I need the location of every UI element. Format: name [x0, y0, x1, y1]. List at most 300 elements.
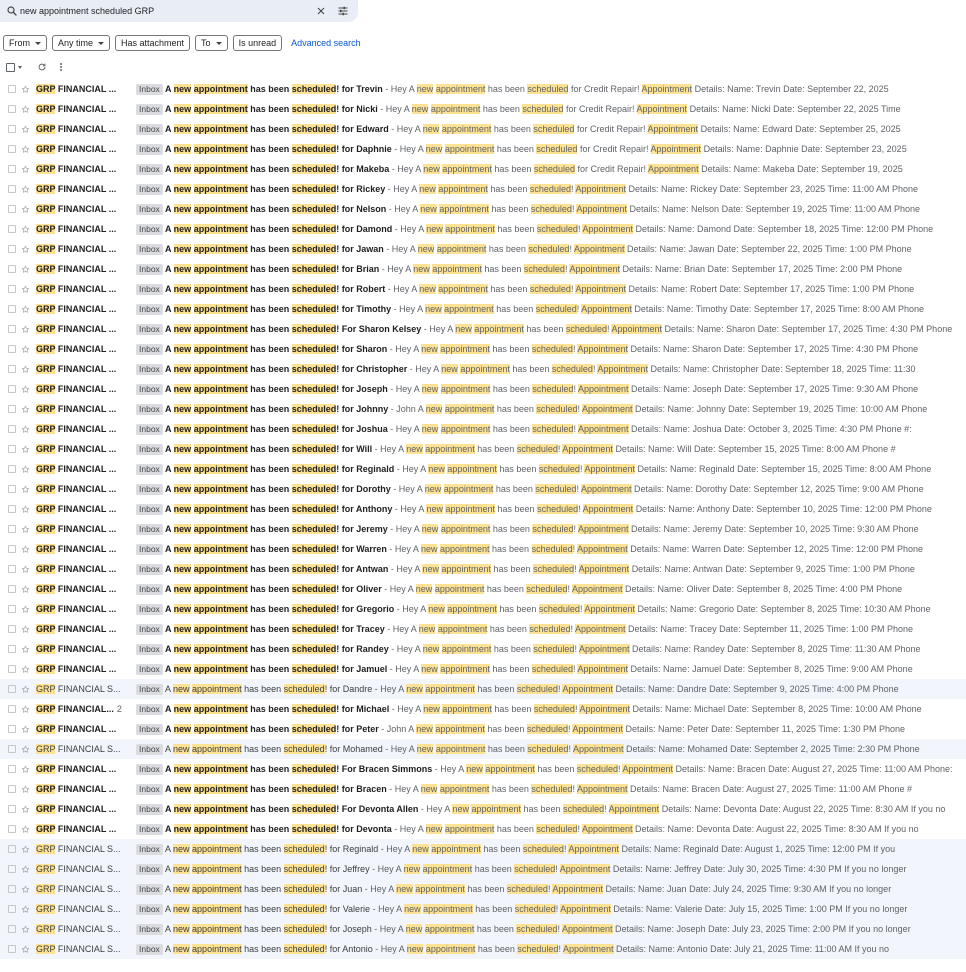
email-subject: A new appointment has been scheduled! for Reginald [165, 844, 379, 854]
subject-name: Joseph [342, 924, 372, 934]
email-row[interactable] [0, 139, 966, 159]
inbox-label: Inbox [136, 184, 163, 195]
row-checkbox[interactable] [8, 925, 16, 933]
email-row[interactable] [0, 279, 966, 299]
sender-name [36, 244, 134, 254]
email-snippet: - Hey A new appointment has been scheduled! Appointment Details: Name: Christopher Date: September 18, 2025 Time: 11:30 [407, 364, 916, 374]
snippet-greeting: Hey A [429, 324, 453, 334]
sender-name [36, 204, 134, 214]
snippet-context: for Credit Repair! [579, 144, 649, 154]
email-row[interactable] [0, 119, 966, 139]
sender-highlight: GRP [36, 604, 56, 614]
row-checkbox[interactable] [8, 685, 16, 693]
email-subject: A new appointment has been scheduled! for Nelson [165, 204, 387, 214]
email-row[interactable] [0, 819, 966, 839]
email-row[interactable] [0, 419, 966, 439]
email-subject: A new appointment has been scheduled! for Joshua [165, 424, 388, 434]
subject-name: Joshua [356, 424, 388, 434]
row-checkbox[interactable] [8, 345, 16, 353]
row-checkbox[interactable] [8, 565, 16, 573]
sender-name [36, 84, 134, 94]
message-line [165, 264, 962, 274]
inbox-label: Inbox [136, 764, 163, 775]
sender-rest: FINANCIAL S... [57, 684, 121, 694]
star-icon[interactable] [21, 685, 30, 694]
message-line [165, 704, 962, 714]
email-row[interactable] [0, 559, 966, 579]
sender-highlight: GRP [36, 884, 56, 894]
row-checkbox[interactable] [8, 365, 16, 373]
sender-rest: FINANCIAL ... [57, 584, 117, 594]
row-checkbox[interactable] [8, 325, 16, 333]
snippet-details: Details: Name: Oliver Date: September 8, 2025 Time: 4:00 PM Phone [625, 584, 903, 594]
subject-name: Dorothy [356, 484, 391, 494]
email-row[interactable] [0, 339, 966, 359]
row-checkbox[interactable] [8, 125, 16, 133]
email-subject: A new appointment has been scheduled! for Jamuel [165, 664, 388, 674]
subject-name: Sharon Kelsey [358, 324, 422, 334]
chevron-down-icon [35, 42, 41, 45]
email-row[interactable] [0, 219, 966, 239]
email-subject: A new appointment has been scheduled! for Randey [165, 644, 389, 654]
snippet-context: for Credit Repair! [570, 84, 640, 94]
email-row[interactable] [0, 439, 966, 459]
email-row[interactable] [0, 799, 966, 819]
inbox-label: Inbox [136, 624, 163, 635]
snippet-details: Details: Name: Sharon Date: September 17, 2025 Time: 4:30 PM Phone [664, 324, 953, 334]
sender-name [36, 824, 134, 834]
email-row[interactable] [0, 259, 966, 279]
sender-highlight: GRP [36, 544, 56, 554]
sender-highlight: GRP [36, 304, 56, 314]
email-row[interactable] [0, 699, 966, 719]
snippet-details: Details: Name: Damond Date: September 18, 2025 Time: 12:00 PM Phone [635, 224, 934, 234]
snippet-greeting: Hey A [400, 504, 424, 514]
star-icon[interactable] [21, 265, 30, 274]
list-toolbar [6, 60, 62, 74]
email-snippet: - Hey A new appointment has been scheduled! Appointment Details: Name: Michael Date: September 8, 2025 Time: 10:00 AM Phone [389, 704, 922, 714]
star-icon[interactable] [21, 785, 30, 794]
chevron-down-icon [216, 42, 222, 45]
snippet-details: Details: Name: Reginald Date: August 1, 2025 Time: 12:00 PM If you [621, 844, 896, 854]
snippet-context: for Credit Repair! [577, 164, 647, 174]
sender-name [36, 164, 134, 174]
sender-rest: FINANCIAL ... [57, 264, 117, 274]
star-icon[interactable] [21, 365, 30, 374]
email-row[interactable] [0, 879, 966, 899]
snippet-details: Details: Name: Peter Date: September 11, 2025 Time: 1:30 PM Phone [625, 724, 906, 734]
email-row[interactable] [0, 859, 966, 879]
row-checkbox[interactable] [8, 405, 16, 413]
email-row[interactable] [0, 499, 966, 519]
sender-highlight: GRP [36, 324, 56, 334]
email-row[interactable] [0, 299, 966, 319]
advanced-search-link[interactable]: Advanced search [291, 38, 361, 48]
email-row[interactable] [0, 379, 966, 399]
row-checkbox[interactable] [8, 485, 16, 493]
email-subject: A new appointment has been scheduled! for Gregorio [165, 604, 395, 614]
row-checkbox[interactable] [8, 305, 16, 313]
star-icon[interactable] [21, 385, 30, 394]
row-checkbox[interactable] [8, 245, 16, 253]
star-icon[interactable] [21, 165, 30, 174]
inbox-label: Inbox [136, 664, 163, 675]
star-icon[interactable] [21, 725, 30, 734]
snippet-greeting: Hey A [396, 644, 421, 654]
snippet-details: Details: Name: Reginald Date: September 15, 2025 Time: 8:00 AM Phone [637, 464, 932, 474]
email-subject: A new appointment has been scheduled! for Rickey [165, 184, 386, 194]
row-checkbox[interactable] [8, 465, 16, 473]
row-checkbox[interactable] [8, 885, 16, 893]
row-checkbox[interactable] [8, 725, 16, 733]
star-icon[interactable] [21, 925, 30, 934]
row-checkbox[interactable] [8, 945, 16, 953]
star-icon[interactable] [21, 765, 30, 774]
email-row[interactable] [0, 359, 966, 379]
email-subject: A new appointment has been scheduled! For Sharon Kelsey [165, 324, 422, 334]
row-checkbox[interactable] [8, 845, 16, 853]
message-line [165, 684, 962, 694]
row-checkbox[interactable] [8, 745, 16, 753]
message-line [165, 944, 962, 954]
subject-name: Timothy [356, 304, 392, 314]
email-snippet: - Hey A new appointment has been scheduled! Appointment Details: Name: Dorothy Date: September 12, 2025 Time: 9:00 AM Phone [390, 484, 924, 494]
filter-chip-is-unread[interactable] [233, 35, 283, 51]
sender-highlight: GRP [36, 264, 56, 274]
star-icon[interactable] [21, 85, 30, 94]
refresh-icon[interactable] [37, 62, 47, 72]
sender-rest: FINANCIAL ... [57, 484, 117, 494]
row-checkbox[interactable] [8, 505, 16, 513]
message-line [165, 604, 962, 614]
email-row[interactable] [0, 739, 966, 759]
email-subject: A new appointment has been scheduled! for Juan [165, 884, 363, 894]
row-checkbox[interactable] [8, 225, 16, 233]
snippet-greeting: Hey A [380, 684, 404, 694]
snippet-greeting: Hey A [395, 344, 419, 354]
row-checkbox[interactable] [8, 905, 16, 913]
email-snippet: - Hey A new appointment has been scheduled! Appointment Details: Name: Mohamed Date: September 2, 2025 Time: 2:30 PM Phone [382, 744, 920, 754]
star-icon[interactable] [21, 445, 30, 454]
sender-rest: FINANCIAL S... [57, 944, 121, 954]
snippet-greeting: Hey A [387, 264, 411, 274]
sender-rest: FINANCIAL ... [57, 824, 117, 834]
snippet-greeting: Hey A [402, 464, 426, 474]
email-row[interactable] [0, 899, 966, 919]
star-icon[interactable] [21, 565, 30, 574]
row-checkbox[interactable] [8, 585, 16, 593]
subject-name: Oliver [356, 584, 382, 594]
filter-chip-has-attachment[interactable] [115, 35, 190, 51]
star-icon[interactable] [21, 805, 30, 814]
row-checkbox[interactable] [8, 605, 16, 613]
row-checkbox[interactable] [8, 705, 16, 713]
row-checkbox[interactable] [8, 525, 16, 533]
snippet-details: Details: Name: Bracen Date: August 27, 2025 Time: 11:00 AM Phone: [675, 764, 953, 774]
email-row[interactable] [0, 619, 966, 639]
email-row[interactable] [0, 679, 966, 699]
email-row[interactable] [0, 659, 966, 679]
email-subject: A new appointment has been scheduled! for Tracey [165, 624, 385, 634]
inbox-label: Inbox [136, 404, 163, 415]
sender-highlight: GRP [36, 244, 56, 254]
star-icon[interactable] [21, 745, 30, 754]
sender-rest: FINANCIAL ... [57, 124, 117, 134]
sender-highlight: GRP [36, 464, 56, 474]
email-snippet: - Hey A new appointment has been scheduled! Appointment Details: Name: Robert Date: September 17, 2025 Time: 1:00 PM Phone [385, 284, 915, 294]
email-row[interactable] [0, 179, 966, 199]
email-row[interactable] [0, 239, 966, 259]
star-icon[interactable] [21, 545, 30, 554]
snippet-greeting: Hey A [395, 664, 419, 674]
message-line [165, 384, 962, 394]
row-checkbox[interactable] [8, 445, 16, 453]
row-checkbox[interactable] [8, 865, 16, 873]
row-checkbox[interactable] [8, 165, 16, 173]
snippet-details: Details: Name: Brian Date: September 17, 2025 Time: 2:00 PM Phone [622, 264, 903, 274]
message-line [165, 284, 962, 294]
star-icon[interactable] [21, 105, 30, 114]
email-subject: A new appointment has been scheduled! for Edward [165, 124, 389, 134]
snippet-context: for Credit Repair! [576, 124, 646, 134]
inbox-label: Inbox [136, 924, 163, 935]
email-row[interactable] [0, 779, 966, 799]
email-snippet: - John A new appointment has been scheduled! Appointment Details: Name: Peter Date: September 11, 2025 Time: 1:30 PM Phone [378, 724, 906, 734]
email-subject: A new appointment has been scheduled! for Joseph [165, 924, 372, 934]
message-line [165, 304, 962, 314]
message-line [165, 444, 962, 454]
row-checkbox[interactable] [8, 385, 16, 393]
email-row[interactable] [0, 199, 966, 219]
filter-chip-label: Has attachment [121, 38, 185, 48]
snippet-details: Details: Name: Warren Date: September 12, 2025 Time: 12:00 PM Phone [630, 544, 924, 554]
snippet-details: Details: Name: Gregorio Date: September 8, 2025 Time: 10:30 AM Phone [637, 604, 931, 614]
subject-name: Devonta Allen [358, 804, 419, 814]
email-subject: A new appointment has been scheduled! for Will [165, 444, 373, 454]
row-checkbox[interactable] [8, 205, 16, 213]
subject-name: Warren [356, 544, 387, 554]
row-checkbox[interactable] [8, 185, 16, 193]
subject-name: Randey [356, 644, 389, 654]
inbox-label: Inbox [136, 284, 163, 295]
snippet-details: Details: Name: Antwan Date: September 9, 2025 Time: 1:00 PM Phone [631, 564, 915, 574]
sender-name [36, 184, 134, 194]
email-row[interactable] [0, 539, 966, 559]
star-icon[interactable] [21, 645, 30, 654]
email-row[interactable] [0, 479, 966, 499]
email-snippet: - Hey A new appointment has been scheduled! Appointment Details: Name: Oliver Date: September 8, 2025 Time: 4:00 PM Phone [381, 584, 903, 594]
email-row[interactable] [0, 579, 966, 599]
star-icon[interactable] [21, 845, 30, 854]
email-row[interactable] [0, 159, 966, 179]
email-row[interactable] [0, 939, 966, 959]
sender-name [36, 484, 134, 494]
email-subject: A new appointment has been scheduled! for Oliver [165, 584, 382, 594]
row-checkbox[interactable] [8, 625, 16, 633]
search-bar[interactable] [0, 0, 358, 22]
row-checkbox[interactable] [8, 645, 16, 653]
subject-name: Jawan [356, 244, 384, 254]
filter-chip-from[interactable] [3, 35, 47, 51]
sender-highlight: GRP [36, 484, 56, 494]
inbox-label: Inbox [136, 524, 163, 535]
row-checkbox[interactable] [8, 665, 16, 673]
inbox-label: Inbox [136, 744, 163, 755]
star-icon[interactable] [21, 525, 30, 534]
message-line [165, 504, 962, 514]
row-checkbox[interactable] [8, 285, 16, 293]
email-snippet: - Hey A new appointment has been scheduled! Appointment Details: Name: Sharon Date: September 17, 2025 Time: 4:30 PM Phone [421, 324, 953, 334]
star-icon[interactable] [21, 885, 30, 894]
sender-highlight: GRP [36, 124, 56, 134]
snippet-greeting: Hey A [393, 284, 417, 294]
email-row[interactable] [0, 759, 966, 779]
email-row[interactable] [0, 919, 966, 939]
email-row[interactable] [0, 319, 966, 339]
row-checkbox[interactable] [8, 805, 16, 813]
sender-name [36, 384, 134, 394]
email-subject: A new appointment has been scheduled! for Robert [165, 284, 386, 294]
sender-highlight: GRP [36, 944, 56, 954]
star-icon[interactable] [21, 205, 30, 214]
select-all-checkbox[interactable] [6, 63, 15, 72]
sender-highlight: GRP [36, 184, 56, 194]
row-checkbox[interactable] [8, 425, 16, 433]
email-row[interactable] [0, 399, 966, 419]
snippet-greeting: Hey A [399, 144, 424, 154]
message-line [165, 464, 962, 474]
search-icon [6, 5, 18, 17]
sender-rest: FINANCIAL ... [57, 404, 117, 414]
email-snippet: - Hey A new appointment has been scheduled! Appointment Details: Name: Timothy Date: September 17, 2025 Time: 8:00 AM Phone [391, 304, 925, 314]
sender-highlight: GRP [36, 84, 56, 94]
star-icon[interactable] [21, 485, 30, 494]
search-filter-chips [3, 35, 361, 51]
inbox-label: Inbox [136, 504, 163, 515]
clear-search-icon[interactable] [315, 5, 327, 17]
snippet-details: Details: Name: Joseph Date: September 17, 2025 Time: 9:30 AM Phone [631, 384, 919, 394]
star-icon[interactable] [21, 125, 30, 134]
email-row[interactable] [0, 99, 966, 119]
star-icon[interactable] [21, 505, 30, 514]
row-checkbox[interactable] [8, 145, 16, 153]
row-checkbox[interactable] [8, 265, 16, 273]
sender-rest: FINANCIAL... [57, 704, 114, 714]
star-icon[interactable] [21, 605, 30, 614]
snippet-details: Details: Name: Jawan Date: September 22, 2025 Time: 1:00 PM Phone [627, 244, 912, 254]
subject-name: Daphnie [356, 144, 392, 154]
subject-name: Makeba [356, 164, 390, 174]
email-row[interactable] [0, 519, 966, 539]
star-icon[interactable] [21, 325, 30, 334]
star-icon[interactable] [21, 665, 30, 674]
filter-chip-to[interactable] [195, 35, 228, 51]
search-input[interactable]: new appointment scheduled GRP [20, 6, 155, 16]
email-subject: A new appointment has been scheduled! for Johnny [165, 404, 389, 414]
star-icon[interactable] [21, 905, 30, 914]
subject-name: Michael [356, 704, 390, 714]
message-line [165, 924, 962, 934]
star-icon[interactable] [21, 245, 30, 254]
star-icon[interactable] [21, 185, 30, 194]
email-row[interactable] [0, 839, 966, 859]
star-icon[interactable] [21, 585, 30, 594]
row-checkbox[interactable] [8, 105, 16, 113]
star-icon[interactable] [21, 345, 30, 354]
sender-name [36, 404, 134, 414]
snippet-details: Details: Name: Joshua Date: October 3, 2025 Time: 4:30 PM Phone #: [631, 424, 912, 434]
sender-rest: FINANCIAL S... [57, 744, 121, 754]
star-icon[interactable] [21, 425, 30, 434]
sender-rest: FINANCIAL ... [57, 604, 117, 614]
star-icon[interactable] [21, 225, 30, 234]
email-row[interactable] [0, 79, 966, 99]
sender-name [36, 884, 134, 894]
sender-rest: FINANCIAL ... [57, 224, 117, 234]
email-snippet: - Hey A new appointment has been scheduled! Appointment Details: Name: Warren Date: September 12, 2025 Time: 12:00 PM Phone [386, 544, 924, 554]
row-checkbox[interactable] [8, 765, 16, 773]
select-dropdown-icon[interactable] [18, 66, 22, 69]
sender-name [36, 424, 134, 434]
email-subject: A new appointment has been scheduled! for Jeremy [165, 524, 388, 534]
email-row[interactable] [0, 719, 966, 739]
snippet-details: Details: Name: Trevin Date: September 22, 2025 [694, 84, 889, 94]
email-row[interactable] [0, 459, 966, 479]
row-checkbox[interactable] [8, 545, 16, 553]
email-row[interactable] [0, 599, 966, 619]
sender-rest: FINANCIAL ... [57, 204, 117, 214]
snippet-details: Details: Name: Jamuel Date: September 8, 2025 Time: 9:00 AM Phone [630, 664, 913, 674]
snippet-greeting: Hey A [398, 484, 423, 494]
inbox-label: Inbox [136, 564, 163, 575]
sender-name [36, 784, 134, 794]
message-line [165, 884, 962, 894]
sender-name [36, 644, 134, 654]
search-options-icon[interactable] [337, 5, 349, 17]
row-checkbox[interactable] [8, 825, 16, 833]
inbox-label: Inbox [136, 844, 163, 855]
row-checkbox[interactable] [8, 785, 16, 793]
snippet-details: Details: Name: Dorothy Date: September 12, 2025 Time: 9:00 AM Phone [634, 484, 924, 494]
star-icon[interactable] [21, 305, 30, 314]
snippet-greeting: Hey A [386, 844, 410, 854]
star-icon[interactable] [21, 625, 30, 634]
row-checkbox[interactable] [8, 85, 16, 93]
star-icon[interactable] [21, 405, 30, 414]
more-options-icon[interactable] [59, 63, 62, 72]
star-icon[interactable] [21, 285, 30, 294]
email-subject: A new appointment has been scheduled! for Jeffrey [165, 864, 370, 874]
star-icon[interactable] [21, 465, 30, 474]
subject-name: Antonio [342, 944, 373, 954]
snippet-greeting: Hey A [392, 624, 417, 634]
star-icon[interactable] [21, 945, 30, 954]
snippet-details: Details: Name: Joseph Date: July 23, 2025 Time: 2:00 PM If you no longer [615, 924, 911, 934]
sender-highlight: GRP [36, 584, 56, 594]
email-snippet: - Hey A new appointment has been scheduled! Appointment Details: Name: Antonio Date: July 21, 2025 Time: 11:00 AM If you no [372, 944, 890, 954]
inbox-label: Inbox [136, 604, 163, 615]
filter-chip-any-time[interactable] [52, 35, 110, 51]
snippet-greeting: Hey A [390, 84, 415, 94]
star-icon[interactable] [21, 865, 30, 874]
message-line [165, 804, 962, 814]
subject-name: Peter [356, 724, 379, 734]
star-icon[interactable] [21, 705, 30, 714]
star-icon[interactable] [21, 825, 30, 834]
star-icon[interactable] [21, 145, 30, 154]
email-row[interactable] [0, 639, 966, 659]
email-snippet: - Hey A new appointment has been scheduled! Appointment Details: Name: Jeffrey Date: July 30, 2025 Time: 4:30 PM If you no longer [369, 864, 907, 874]
